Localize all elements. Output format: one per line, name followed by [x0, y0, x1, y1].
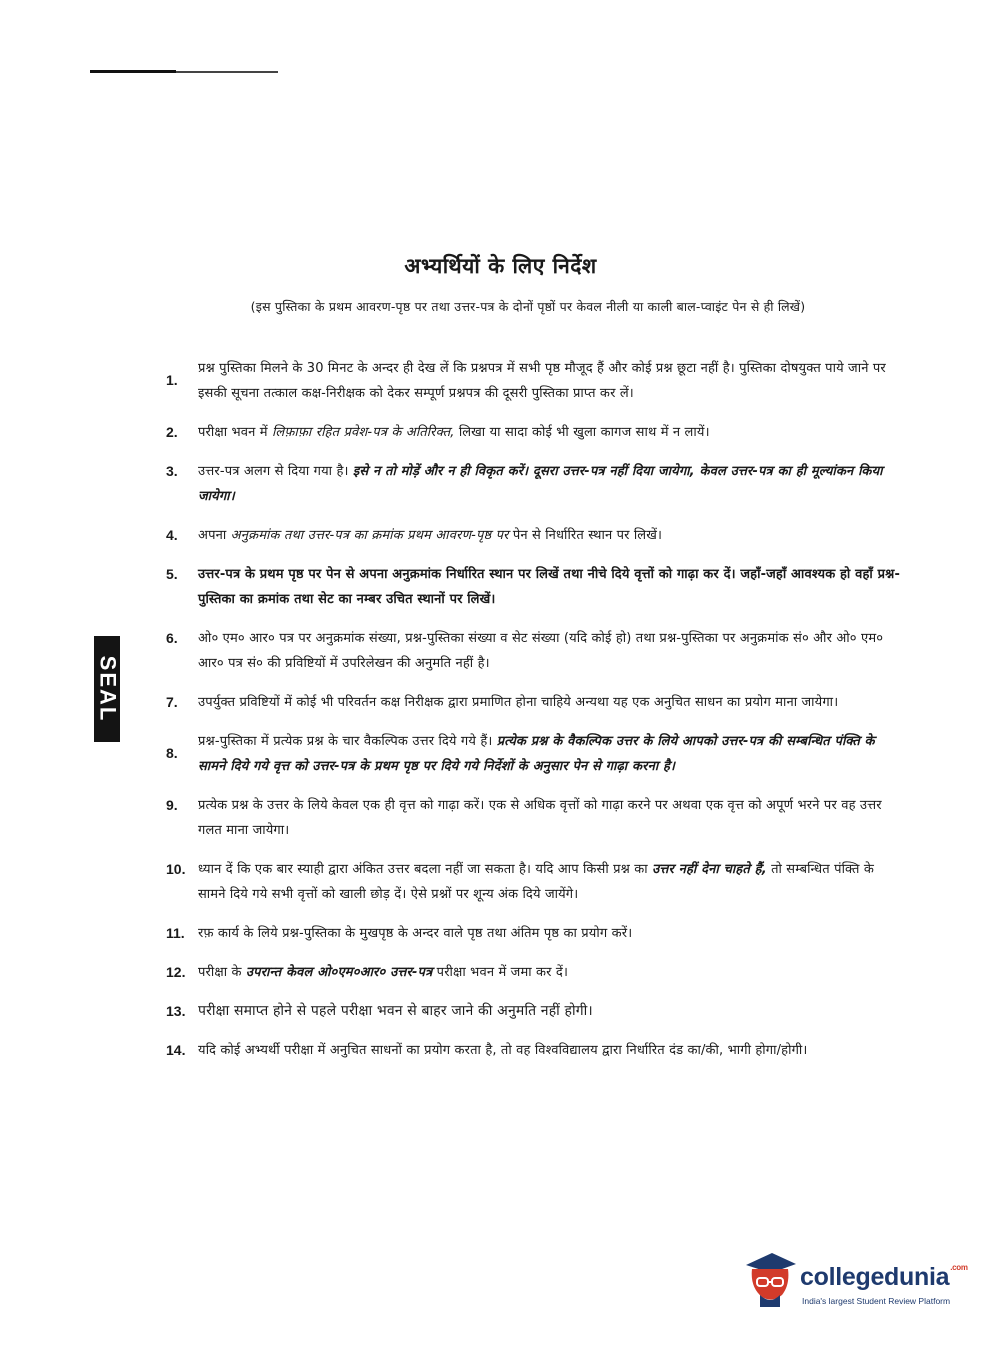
instruction-number: 9.: [166, 797, 178, 813]
instruction-text: उपर्युक्त प्रविष्टियों में कोई भी परिवर्तन कक्ष निरीक्षक द्वारा प्रमाणित होना चाहिये अन्यथा यह एक अनुचित साधन का प्रयोग माना जायेगा।: [198, 695, 839, 710]
instruction-item: [160, 729, 905, 779]
instruction-item: [160, 356, 905, 406]
instruction-item: [160, 523, 905, 548]
instruction-list: [160, 356, 905, 1063]
brand-tagline: India's largest Student Review Platform: [802, 1296, 951, 1306]
instruction-item: [160, 459, 905, 509]
instruction-number: 6.: [166, 630, 178, 646]
top-rule: [90, 71, 278, 73]
instruction-number: 5.: [166, 566, 178, 582]
instruction-item: [160, 960, 905, 985]
collegedunia-logo: [742, 1249, 972, 1319]
instruction-text: अपना अनुक्रमांक तथा उत्तर-पत्र का क्रमांक प्रथम आवरण-पृष्ठ पर पेन से निर्धारित स्थान पर लिखें।: [198, 528, 663, 543]
instruction-text: रफ़ कार्य के लिये प्रश्न-पुस्तिका के मुखपृष्ठ के अन्दर वाले पृष्ठ तथा अंतिम पृष्ठ का प्रयोग करें।: [198, 926, 633, 941]
instruction-item: [160, 690, 905, 715]
instruction-item: [160, 626, 905, 676]
instruction-text: यदि कोई अभ्यर्थी परीक्षा में अनुचित साधनों का प्रयोग करता है, तो वह विश्वविद्यालय द्वारा निर्धारित दंड का/की, भागी होगा/होगी।: [198, 1043, 808, 1058]
page-subtitle: (इस पुस्तिका के प्रथम आवरण-पृष्ठ पर तथा उत्तर-पत्र के दोनों पृष्ठों पर केवल नीली या काली बाल-प्वाइंट पेन से ही लिखें): [250, 299, 806, 314]
instruction-item: [160, 420, 905, 445]
instruction-item: [160, 857, 905, 907]
instruction-number: 7.: [166, 694, 178, 710]
instruction-number: 14.: [166, 1042, 186, 1058]
instruction-number: 12.: [166, 964, 186, 980]
instruction-number: 3.: [166, 463, 178, 479]
instruction-number: 8.: [166, 745, 178, 761]
instruction-item: [160, 793, 905, 843]
instruction-number: 1.: [166, 372, 178, 388]
instruction-text: ओ० एम० आर० पत्र पर अनुक्रमांक संख्या, प्रश्न-पुस्तिका संख्या व सेट संख्या (यदि कोई हो) तथा प्रश्न-पुस्तिका पर अनुक्रमांक सं० और ओ० एम० आर० पत्र सं० की प्रविष्टियों में उपरिलेखन की अनुमति नहीं है।: [198, 631, 884, 671]
instruction-text: परीक्षा समाप्त होने से पहले परीक्षा भवन से बाहर जाने की अनुमति नहीं होगी।: [198, 1003, 593, 1019]
instruction-text: प्रश्न-पुस्तिका में प्रत्येक प्रश्न के चार वैकल्पिक उत्तर दिये गये हैं। प्रत्येक प्रश्न के वैकल्पिक उत्तर के लिये आपको उत्तर-पत्र की सम्बन्धित पंक्ति के सामने दिये गये वृत्त को उत्तर-पत्र के प्रथम पृष्ठ पर दिये गये निर्देशों के अनुसार पेन से गाढ़ा करना है।: [198, 734, 875, 774]
instruction-number: 13.: [166, 1003, 186, 1019]
instruction-number: 2.: [166, 424, 178, 440]
seal-stamp: [94, 636, 120, 742]
mascot-icon: [742, 1251, 798, 1309]
seal-label: SEAL: [95, 655, 120, 723]
instruction-text: उत्तर-पत्र अलग से दिया गया है। इसे न तो मोड़ें और न ही विकृत करें। दूसरा उत्तर-पत्र नहीं दिया जायेगा, केवल उत्तर-पत्र का ही मूल्यांकन किया जायेगा।: [198, 464, 883, 504]
instruction-text: ध्यान दें कि एक बार स्याही द्वारा अंकित उत्तर बदला नहीं जा सकता है। यदि आप किसी प्रश्न का उत्तर नहीं देना चाहते हैं, तो सम्बन्धित पंक्ति के सामने दिये गये सभी वृत्तों को खाली छोड़ दें। ऐसे प्रश्नों पर शून्य अंक दिये जायेंगे।: [198, 862, 874, 902]
instruction-text: प्रश्न पुस्तिका मिलने के 30 मिनट के अन्दर ही देख लें कि प्रश्नपत्र में सभी पृष्ठ मौजूद हैं और कोई प्रश्न छूटा नहीं है। पुस्तिका दोषयुक्त पाये जाने पर इसकी सूचना तत्काल कक्ष-निरीक्षक को देकर सम्पूर्ण प्रश्नपत्र की दूसरी पुस्तिका प्राप्त कर लें।: [198, 361, 886, 401]
instruction-item: [160, 1038, 905, 1063]
instruction-number: 4.: [166, 527, 178, 543]
instruction-item: [160, 921, 905, 946]
instruction-text: उत्तर-पत्र के प्रथम पृष्ठ पर पेन से अपना अनुक्रमांक निर्धारित स्थान पर लिखें तथा नीचे दिये वृत्तों को गाढ़ा कर दें। जहाँ-जहाँ आवश्यक हो वहाँ प्रश्न-पुस्तिका का क्रमांक तथा सेट का नम्बर उचित स्थानों पर लिखें।: [198, 567, 901, 607]
page-title: अभ्यर्थियों के लिए निर्देश: [404, 253, 597, 278]
instruction-number: 10.: [166, 861, 186, 877]
instruction-text: परीक्षा के उपरान्त केवल ओ०एम०आर० उत्तर-पत्र परीक्षा भवन में जमा कर दें।: [198, 965, 569, 980]
instruction-text: परीक्षा भवन में लिफ़ाफ़ा रहित प्रवेश-पत्र के अतिरिक्त, लिखा या सादा कोई भी खुला कागज साथ में न लायें।: [198, 425, 710, 440]
instruction-text: प्रत्येक प्रश्न के उत्तर के लिये केवल एक ही वृत्त को गाढ़ा करें। एक से अधिक वृत्तों को गाढ़ा करने पर अथवा एक वृत्त को अपूर्ण भरने पर वह उत्तर गलत माना जायेगा।: [198, 798, 882, 838]
instruction-item: [160, 562, 905, 612]
instruction-number: 11.: [166, 925, 185, 941]
brand-name: collegedunia$^{.com}$: [800, 1263, 968, 1291]
instruction-item: [160, 999, 905, 1024]
